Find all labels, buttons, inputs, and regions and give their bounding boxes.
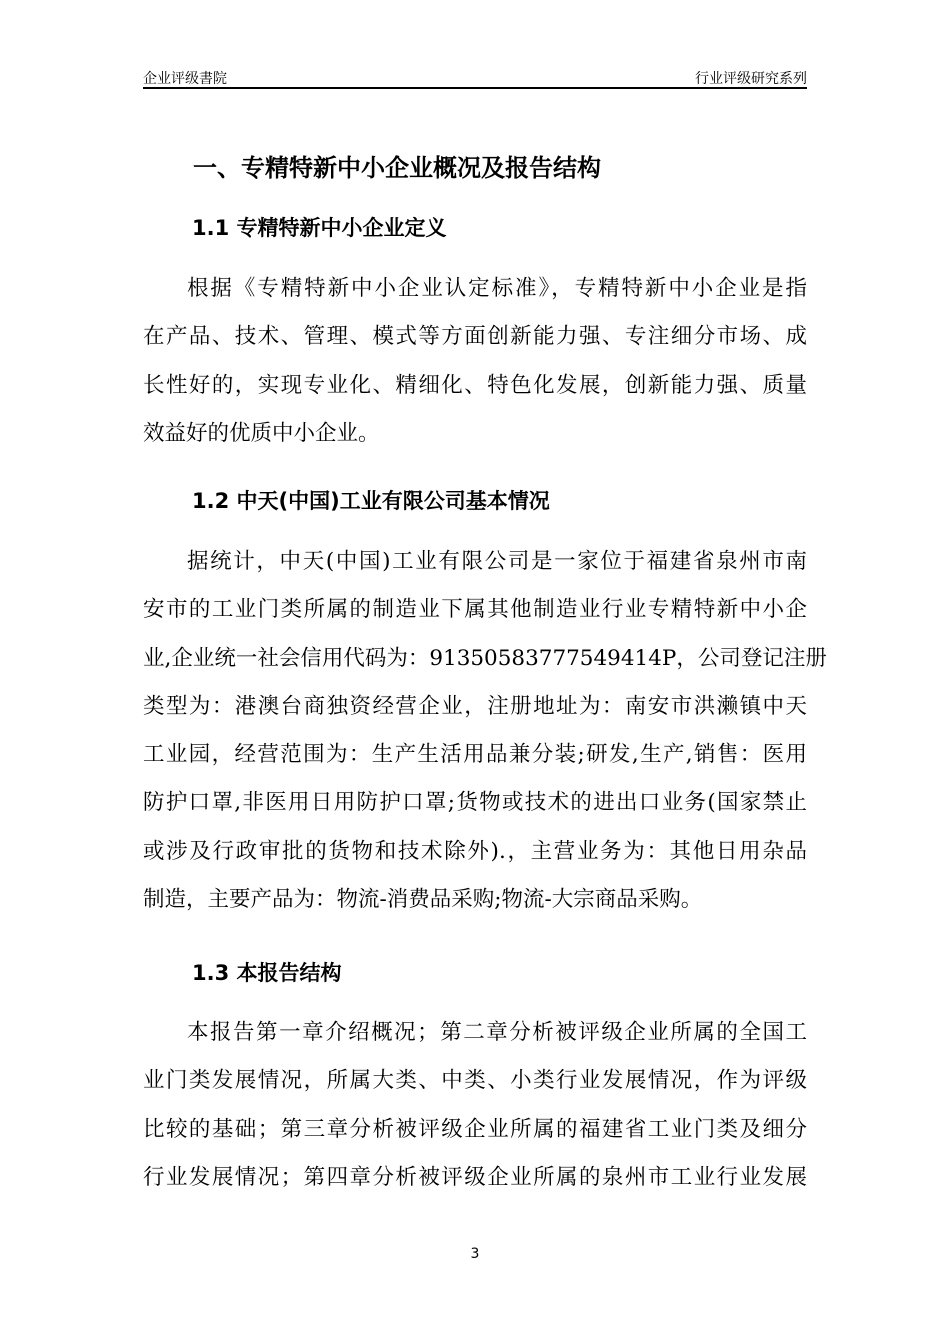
heading-1-1: 1.1 专精特新中小企业定义 xyxy=(192,216,447,240)
header-right: 行业评级研究系列 xyxy=(695,71,807,87)
paragraph-1-1 xyxy=(143,265,807,458)
text-line: 行业发展情况；第四章分析被评级企业所属的泉州市工业行业发展 xyxy=(143,1164,807,1190)
paragraph-1-2 xyxy=(143,538,827,924)
text-line: 在产品、技术、管理、模式等方面创新能力强、专注细分市场、成 xyxy=(143,324,807,350)
text-line: 业门类发展情况，所属大类、中类、小类行业发展情况，作为评级 xyxy=(143,1068,807,1094)
text-line: 或涉及行政审批的货物和技术除外).，主营业务为：其他日用杂品 xyxy=(143,838,807,864)
text-line: 据统计，中天(中国)工业有限公司是一家位于福建省泉州市南 xyxy=(187,549,807,574)
header-left: 企业评级書院 xyxy=(143,71,227,87)
text-line: 制造，主要产品为：物流-消费品采购;物流-大宗商品采购。 xyxy=(143,887,703,913)
heading-1-3: 1.3 本报告结构 xyxy=(192,961,342,985)
text-line: 安市的工业门类所属的制造业下属其他制造业行业专精特新中小企 xyxy=(143,597,807,623)
text-line: 工业园，经营范围为：生产生活用品兼分装;研发,生产,销售：医用 xyxy=(143,742,807,768)
paragraph-1-3 xyxy=(143,1009,807,1202)
text-line: 效益好的优质中小企业。 xyxy=(143,420,380,446)
text-line: 防护口罩,非医用日用防护口罩;货物或技术的进出口业务(国家禁止 xyxy=(143,790,807,816)
text-line: 业,企业统一社会信用代码为：9135058377754941​4P，公司登记注册 xyxy=(143,645,827,671)
text-line: 类型为：港澳台商独资经营企业，注册地址为：南安市洪濑镇中天 xyxy=(143,693,807,719)
heading-1-2: 1.2 中天(中国)工业有限公司基本情况 xyxy=(192,489,550,513)
text-line: 长性好的，实现专业化、精细化、特色化发展，创新能力强、质量 xyxy=(143,372,807,398)
text-line: 比较的基础；第三章分析被评级企业所属的福建省工业门类及细分 xyxy=(143,1116,807,1142)
text-line: 本报告第一章介绍概况；第二章分析被评级企业所属的全国工 xyxy=(187,1020,807,1045)
text-line: 根据《专精特新中小企业认定标准》，专精特新中小企业是指 xyxy=(187,276,807,301)
section-title: 一、专精特新中小企业概况及报告结构 xyxy=(193,154,601,182)
header-rule xyxy=(143,87,807,89)
page-number: 3 xyxy=(470,1246,480,1262)
